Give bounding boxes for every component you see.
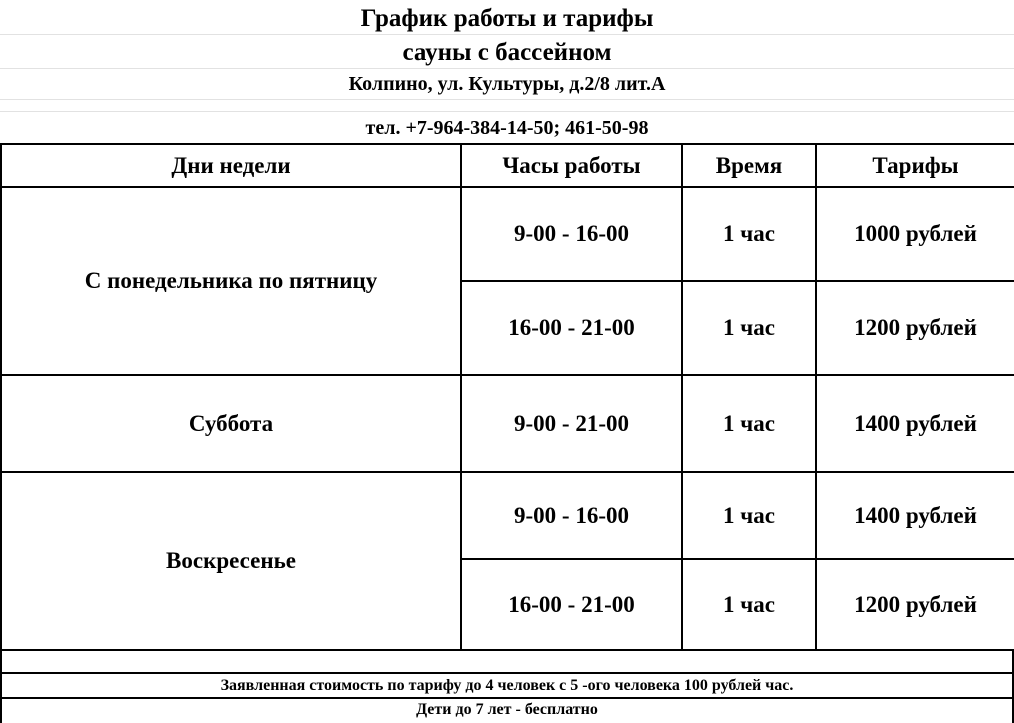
hours-cell: 16-00 - 21-00 [461,281,682,375]
time-cell: 1 час [682,187,816,281]
phone: тел. +7-964-384-14-50; 461-50-98 [365,117,649,139]
table-row [1,375,1014,472]
schedule-table [0,143,1014,651]
footer-spacer-row [0,650,1014,674]
table-row [1,187,1014,281]
time-cell: 1 час [682,375,816,472]
time-cell: 1 час [682,559,816,650]
time-cell: 1 час [682,281,816,375]
time-cell: 1 час [682,472,816,559]
page-title: График работы и тарифы [0,0,1014,35]
children-note: Дети до 7 лет - бесплатно [0,699,1014,723]
tariff-cell: 1400 рублей [816,472,1014,559]
hours-cell: 16-00 - 21-00 [461,559,682,650]
address: Колпино, ул. Культуры, д.2/8 лит.А [0,69,1014,100]
day-cell: С понедельника по пятницу [1,187,461,375]
tariff-cell: 1200 рублей [816,281,1014,375]
hours-cell: 9-00 - 16-00 [461,187,682,281]
tariff-cell: 1200 рублей [816,559,1014,650]
page-subtitle: сауны с бассейном [0,35,1014,69]
column-header-time: Время [682,144,816,187]
tariff-cell: 1000 рублей [816,187,1014,281]
table-header-row [1,144,1014,187]
day-cell: Воскресенье [1,472,461,650]
column-header-days: Дни недели [1,144,461,187]
day-cell: Суббота [1,375,461,472]
column-header-tariff: Тарифы [816,144,1014,187]
hours-cell: 9-00 - 21-00 [461,375,682,472]
hours-cell: 9-00 - 16-00 [461,472,682,559]
column-header-hours: Часы работы [461,144,682,187]
table-row [1,472,1014,559]
spacer-row [0,100,1014,112]
tariff-cell: 1400 рублей [816,375,1014,472]
pricing-note: Заявленная стоимость по тарифу до 4 человек с 5 -ого человека 100 рублей час. [0,674,1014,699]
